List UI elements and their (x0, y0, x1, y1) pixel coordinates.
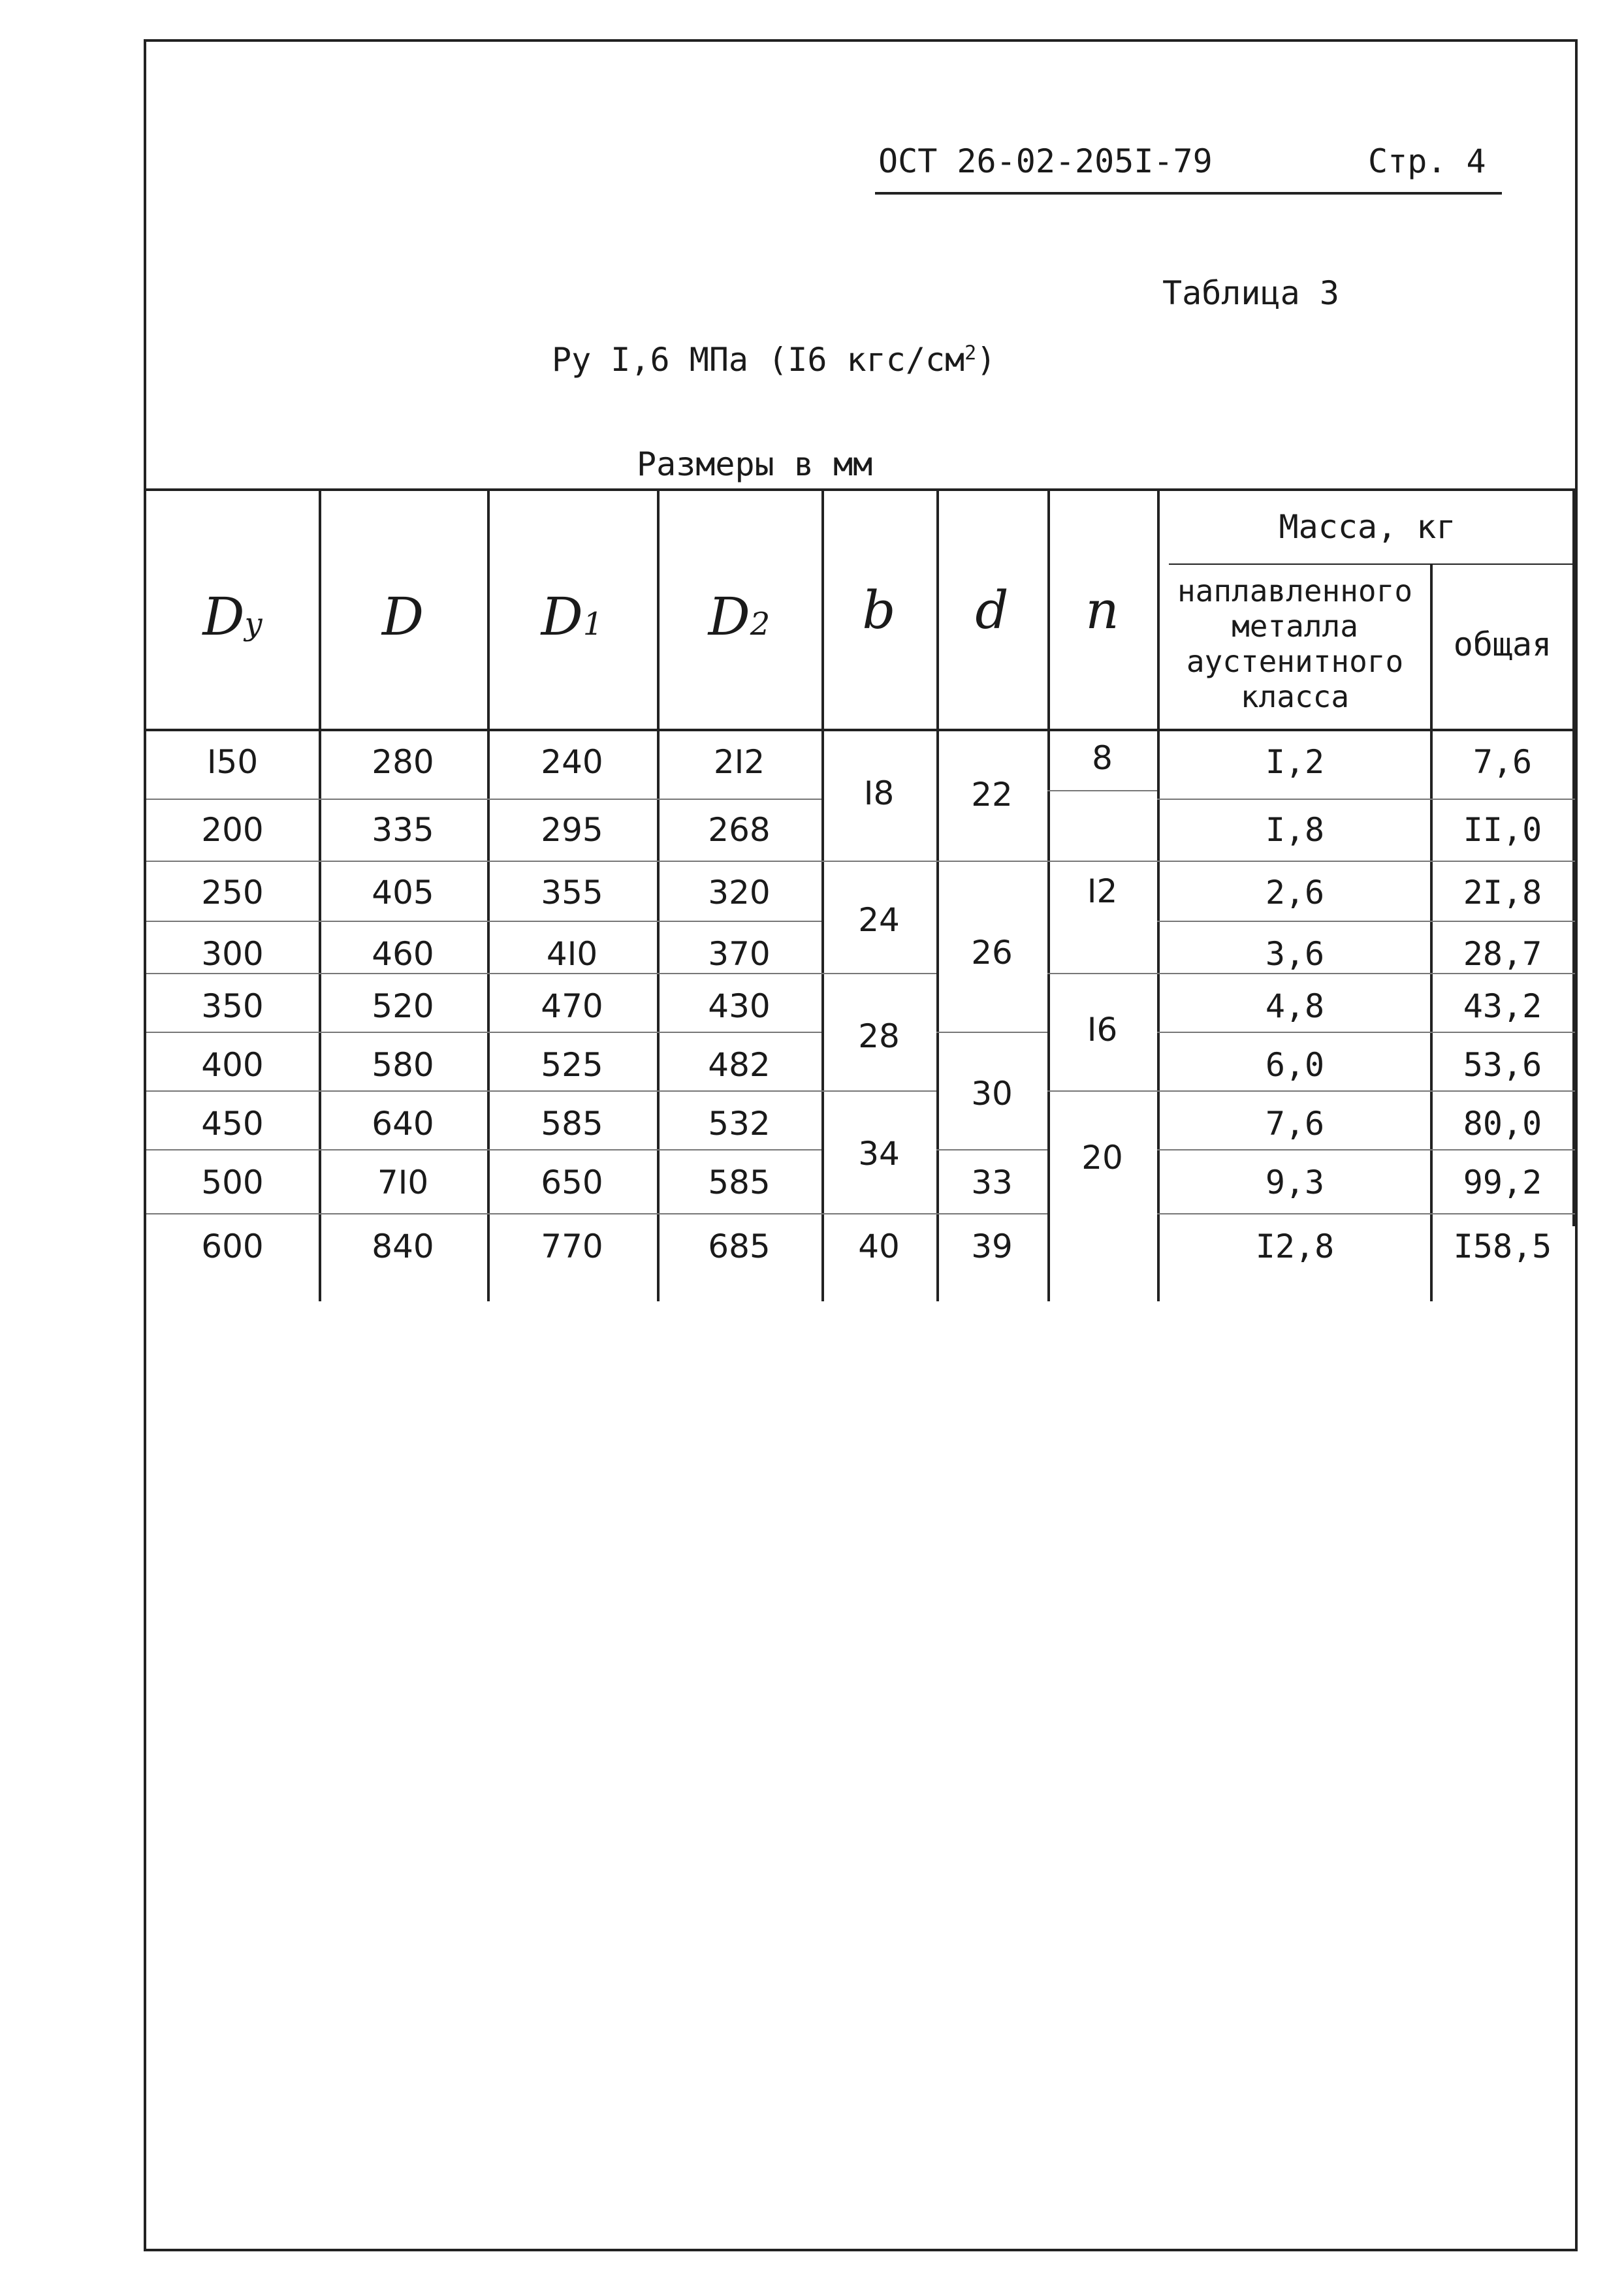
cell-n-group: I6 (1087, 1011, 1118, 1049)
cell-d-group: 30 (971, 1075, 1013, 1113)
header-b: b (862, 580, 896, 641)
row-sep (146, 1213, 1047, 1214)
cell-dy: 250 (201, 874, 264, 912)
cell-d1: 4I0 (546, 935, 598, 973)
cell-d2: 685 (708, 1228, 771, 1265)
cell-d2: 532 (708, 1105, 771, 1143)
cell-dy: 600 (201, 1228, 264, 1265)
cell-d1: 650 (541, 1164, 603, 1201)
cell-d: 280 (372, 743, 434, 781)
row-sep (146, 1090, 936, 1092)
cell-mass-total: 99,2 (1463, 1164, 1542, 1201)
mass-group-line (1169, 563, 1575, 565)
page-frame-bottom (144, 2249, 1578, 2251)
cell-n-group: 8 (1092, 739, 1113, 777)
cell-dy: 200 (201, 811, 264, 849)
cell-mass-total: II,0 (1463, 811, 1542, 849)
cell-mass-weld: 4,8 (1265, 987, 1325, 1025)
cell-n-group: 20 (1081, 1139, 1123, 1177)
cell-b-group: 28 (858, 1017, 900, 1055)
pressure-close: ) (976, 341, 996, 379)
cell-d2: 585 (708, 1164, 771, 1201)
col-line-right (1572, 488, 1575, 1226)
cell-d2: 430 (708, 987, 771, 1025)
cell-mass-weld: 2,6 (1265, 874, 1325, 912)
cell-d1: 770 (541, 1228, 603, 1265)
row-sep (1157, 799, 1575, 800)
header-d1: D1 (541, 586, 603, 647)
mass-weld-line-3: аустенитного (1186, 644, 1404, 679)
cell-d2: 482 (708, 1046, 771, 1084)
cell-d1: 525 (541, 1046, 603, 1084)
cell-mass-total: 7,6 (1473, 743, 1533, 781)
row-sep (1047, 1090, 1575, 1092)
cell-d: 640 (372, 1105, 434, 1143)
row-sep (146, 799, 821, 800)
cell-d1: 585 (541, 1105, 603, 1143)
cell-dy: 450 (201, 1105, 264, 1143)
cell-d: 460 (372, 935, 434, 973)
row-sep (1157, 1213, 1575, 1214)
cell-d1: 240 (541, 743, 603, 781)
units-note: Размеры в мм (637, 445, 873, 483)
cell-d2: 268 (708, 811, 771, 849)
cell-mass-total: 28,7 (1463, 935, 1542, 973)
row-sep (146, 973, 936, 974)
pressure-rating (552, 341, 996, 379)
cell-mass-total: 2I,8 (1463, 874, 1542, 912)
row-sep (1157, 1032, 1575, 1033)
cell-d1: 470 (541, 987, 603, 1025)
row-sep (146, 1149, 821, 1150)
cell-mass-weld: 7,6 (1265, 1105, 1325, 1143)
cell-mass-weld: 6,0 (1265, 1046, 1325, 1084)
cell-d: 520 (372, 987, 434, 1025)
cell-d-group: 33 (971, 1164, 1013, 1201)
cell-b-group: I8 (863, 774, 895, 812)
dimensions-table (146, 488, 1575, 1301)
doc-code: ОСТ 26-02-205I-79 (878, 142, 1213, 180)
cell-mass-total: I58,5 (1453, 1228, 1552, 1265)
cell-d2: 370 (708, 935, 771, 973)
pressure-sup: 2 (964, 341, 977, 365)
cell-d1: 295 (541, 811, 603, 849)
cell-dy: 400 (201, 1046, 264, 1084)
row-sep (146, 921, 821, 922)
row-sep (1157, 921, 1575, 922)
cell-d2: 2I2 (713, 743, 765, 781)
cell-d: 840 (372, 1228, 434, 1265)
cell-mass-weld: I,8 (1265, 811, 1325, 849)
header-mass-weld (1160, 573, 1430, 714)
header-bottom-line (146, 729, 1575, 731)
mass-weld-line-4: класса (1240, 679, 1350, 714)
row-sep (146, 861, 1575, 862)
header-mass-total: общая (1453, 626, 1552, 663)
row-sep (1157, 1149, 1575, 1150)
cell-d-group: 26 (971, 934, 1013, 972)
mass-weld-line-2: металла (1232, 609, 1358, 644)
cell-mass-weld: I2,8 (1255, 1228, 1335, 1265)
cell-dy: 350 (201, 987, 264, 1025)
cell-d2: 320 (708, 874, 771, 912)
cell-d: 7I0 (377, 1164, 429, 1201)
mass-weld-line-1: наплавленного (1177, 573, 1413, 609)
cell-d-group: 22 (971, 776, 1013, 814)
cell-dy: 500 (201, 1164, 264, 1201)
header-underline (875, 192, 1502, 195)
cell-mass-total: 43,2 (1463, 987, 1542, 1025)
header-d: D (381, 586, 424, 647)
header-n: n (1085, 580, 1119, 641)
cell-b-group: 24 (858, 901, 900, 939)
cell-dy: I50 (206, 743, 259, 781)
cell-d: 580 (372, 1046, 434, 1084)
cell-d: 335 (372, 811, 434, 849)
cell-n-group: I2 (1087, 872, 1118, 910)
cell-b-group: 40 (858, 1228, 900, 1265)
cell-mass-weld: 3,6 (1265, 935, 1325, 973)
cell-mass-weld: I,2 (1265, 743, 1325, 781)
table-top-line (146, 488, 1575, 491)
row-sep (146, 1032, 821, 1033)
header-dd: d (975, 580, 1009, 641)
row-sep (936, 1032, 1047, 1033)
row-sep (936, 1149, 1047, 1150)
page-label: Стр. 4 (1368, 142, 1486, 180)
cell-d: 405 (372, 874, 434, 912)
cell-b-group: 34 (858, 1135, 900, 1173)
table-label: Таблица 3 (1162, 274, 1339, 312)
row-sep (1047, 973, 1575, 974)
cell-mass-total: 53,6 (1463, 1046, 1542, 1084)
pressure-main: Ру I,6 МПа (I6 кгс/см (552, 341, 965, 379)
cell-mass-total: 80,0 (1463, 1105, 1542, 1143)
header-d2: D2 (708, 586, 771, 647)
header-dy: Dy (202, 586, 263, 647)
cell-d-group: 39 (971, 1228, 1013, 1265)
cell-d1: 355 (541, 874, 603, 912)
header-mass-group: Масса, кг (1279, 508, 1456, 546)
row-sep (1047, 790, 1157, 791)
cell-mass-weld: 9,3 (1265, 1164, 1325, 1201)
cell-dy: 300 (201, 935, 264, 973)
